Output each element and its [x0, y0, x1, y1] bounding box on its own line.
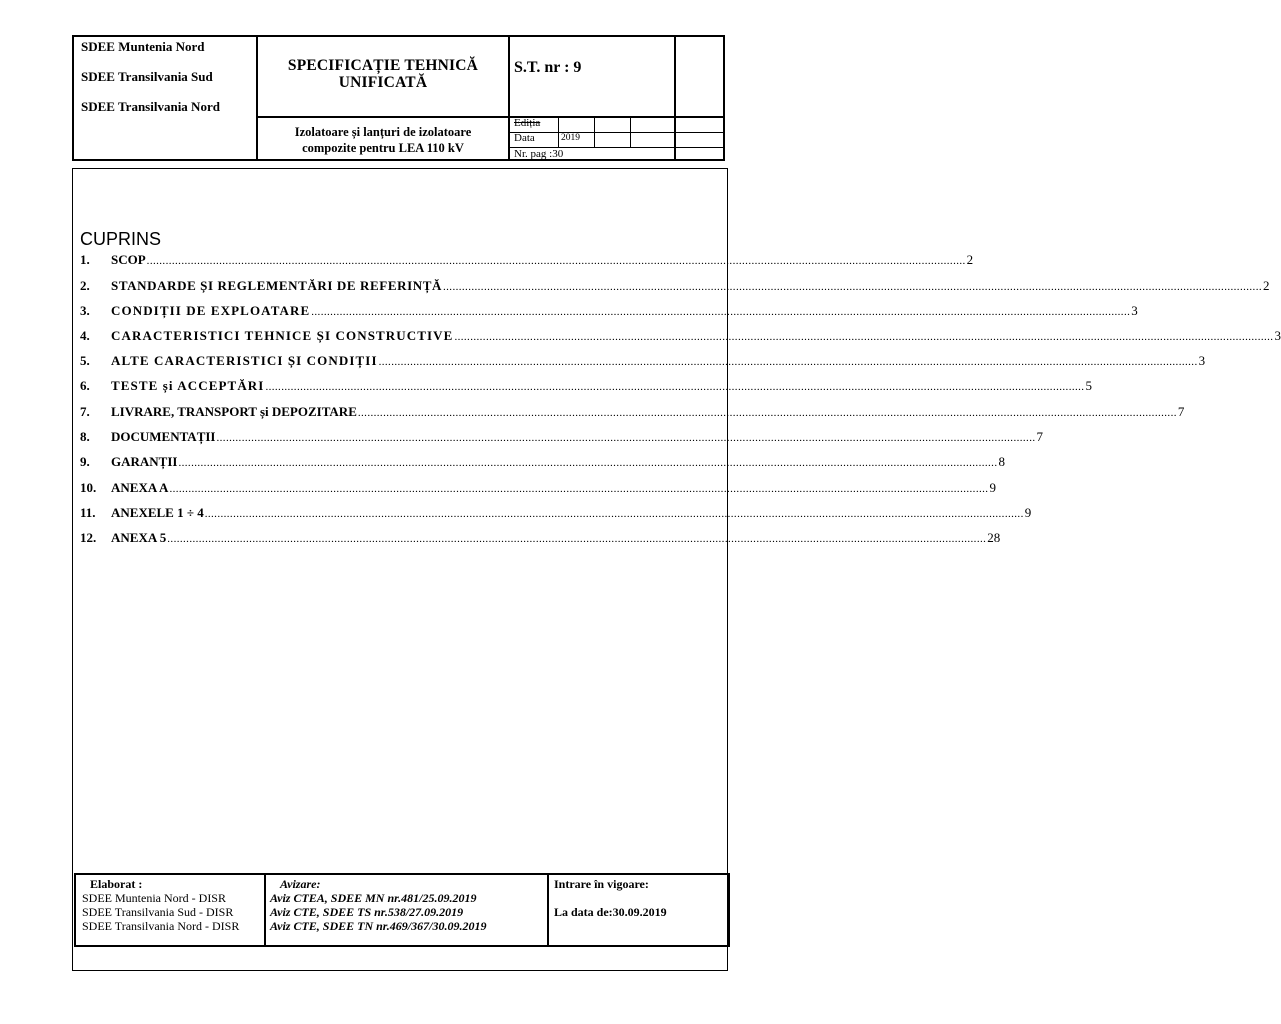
toc-item-number: 9. [80, 454, 90, 469]
elaborat-label: Elaborat : [90, 877, 143, 891]
toc-item-number: 8. [80, 429, 90, 444]
toc-item-page: 8 [998, 454, 1005, 469]
org-transilvania-nord: SDEE Transilvania Nord [81, 99, 220, 114]
intrare-label: Intrare în vigoare: [554, 877, 649, 891]
toc-item-title: CONDIȚII DE EXPLOATARE [111, 303, 311, 318]
toc-item-number: 12. [80, 530, 97, 545]
toc-leader: .................................................................................................................................................................................................................................................................... [265, 381, 1085, 393]
spec-title-line1: SPECIFICAȚIE TEHNICĂ [287, 57, 479, 74]
data-value: 2019 [561, 133, 580, 143]
toc-item-title: CARACTERISTICI TEHNICE ȘI CONSTRUCTIVE [111, 328, 454, 343]
toc-item-page: 2 [1263, 278, 1270, 293]
toc-item[interactable] [80, 454, 1005, 470]
org-muntenia-nord: SDEE Muntenia Nord [81, 39, 205, 54]
toc-item-page: 9 [1024, 505, 1032, 520]
toc-leader: .................................................................................................................................................................................................................................................................... [311, 306, 1131, 318]
toc-item-page: 3 [1274, 328, 1281, 343]
toc-item-title: DOCUMENTAȚII [111, 429, 216, 444]
toc-leader: .................................................................................................................................................................................................................................................................... [443, 281, 1262, 293]
header-divider [258, 116, 723, 118]
toc-item-number: 1. [80, 252, 90, 267]
toc-leader: .................................................................................................................................................................................................................................................................... [146, 255, 966, 267]
toc-item-number: 4. [80, 328, 90, 343]
toc-item[interactable] [80, 404, 1185, 420]
avizare-block [270, 877, 486, 933]
toc-item-title: ANEXELE 1 ÷ 4 [111, 505, 204, 520]
toc-item[interactable] [80, 480, 996, 496]
footer-divider [264, 875, 266, 945]
toc-item-number: 10. [80, 480, 97, 495]
toc-item-title: TESTE și ACCEPTĂRI [111, 378, 265, 393]
toc-item-title: ANEXA A [111, 480, 169, 495]
nr-pag: Nr. pag :30 [514, 148, 564, 160]
header-grid-line [510, 132, 723, 133]
header-grid-line [558, 116, 559, 147]
header-grid-line [630, 116, 631, 147]
toc-item-number: 11. [80, 505, 96, 520]
toc-leader: .................................................................................................................................................................................................................................................................... [178, 457, 998, 469]
toc-item-title: ANEXA 5 [111, 530, 167, 545]
subject-line1: Izolatoare și lanțuri de izolatoare [294, 125, 472, 139]
toc-item-title: ALTE CARACTERISTICI ȘI CONDIȚII [111, 353, 378, 368]
toc-item[interactable] [80, 328, 1281, 344]
toc-item-title: LIVRARE, TRANSPORT și DEPOZITARE [111, 404, 357, 419]
toc-item[interactable] [80, 303, 1138, 319]
subject [258, 124, 508, 156]
toc-item-title: GARANȚII [111, 454, 178, 469]
spec-title-line2: UNIFICATĂ [338, 74, 428, 91]
toc-item[interactable] [80, 530, 1001, 546]
toc-item-number: 3. [80, 303, 90, 318]
toc-item-number: 7. [80, 404, 90, 419]
avizare-line: Aviz CTE, SDEE TN nr.469/367/30.09.2019 [270, 919, 487, 933]
toc-leader: .................................................................................................................................................................................................................................................................... [167, 533, 987, 545]
toc-item[interactable] [80, 505, 1032, 521]
avizare-line: Aviz CTEA, SDEE MN nr.481/25.09.2019 [270, 891, 477, 905]
subject-line2: compozite pentru LEA 110 kV [302, 141, 464, 155]
header-divider [508, 37, 510, 159]
intrare-block [554, 877, 667, 919]
toc-leader: .................................................................................................................................................................................................................................................................... [378, 356, 1198, 368]
avizare-line: Aviz CTE, SDEE TS nr.538/27.09.2019 [270, 905, 464, 919]
toc-item-title: STANDARDE ȘI REGLEMENTĂRI DE REFERINȚĂ [111, 278, 442, 293]
org-transilvania-sud: SDEE Transilvania Sud [81, 69, 213, 84]
toc-heading: CUPRINS [80, 229, 162, 249]
toc-item-page: 28 [987, 530, 1001, 545]
elaborat-line: SDEE Transilvania Nord - DISR [82, 919, 240, 933]
header-divider [674, 37, 676, 159]
toc-item-page: 5 [1085, 378, 1092, 393]
editia-label: Ediția [514, 117, 541, 129]
toc-leader: .................................................................................................................................................................................................................................................................... [169, 483, 989, 495]
toc-item[interactable] [80, 278, 1270, 294]
header-table [72, 35, 725, 161]
elaborat-line: SDEE Muntenia Nord - DISR [82, 891, 226, 905]
toc-item-page: 7 [1036, 429, 1043, 444]
toc-item-page: 2 [966, 252, 974, 267]
data-label: Data [514, 132, 535, 144]
footer-divider [547, 875, 549, 945]
toc-item[interactable] [80, 378, 1092, 394]
elaborat-line: SDEE Transilvania Sud - DISR [82, 905, 234, 919]
header-grid-line [594, 116, 595, 147]
toc-item-number: 2. [80, 278, 90, 293]
toc-item[interactable] [80, 252, 974, 268]
toc-item-number: 6. [80, 378, 90, 393]
elaborat-block [82, 877, 239, 933]
toc-leader: .................................................................................................................................................................................................................................................................... [454, 331, 1274, 343]
avizare-label: Avizare: [280, 877, 321, 891]
spec-title [258, 57, 508, 91]
toc-item[interactable] [80, 353, 1206, 369]
toc-item-page: 9 [989, 480, 996, 495]
toc-leader: .................................................................................................................................................................................................................................................................... [204, 508, 1024, 520]
la-data: La data de:30.09.2019 [554, 905, 667, 919]
toc-item-number: 5. [80, 353, 90, 368]
toc-leader: .................................................................................................................................................................................................................................................................... [357, 407, 1177, 419]
toc-item-page: 7 [1177, 404, 1185, 419]
toc-item-page: 3 [1131, 303, 1138, 318]
spec-number: S.T. nr : 9 [514, 59, 582, 76]
toc-item-page: 3 [1198, 353, 1206, 368]
footer-table [74, 873, 730, 947]
toc-item[interactable] [80, 429, 1043, 445]
toc-leader: .................................................................................................................................................................................................................................................................... [216, 432, 1036, 444]
toc-item-title: SCOP [111, 252, 146, 267]
